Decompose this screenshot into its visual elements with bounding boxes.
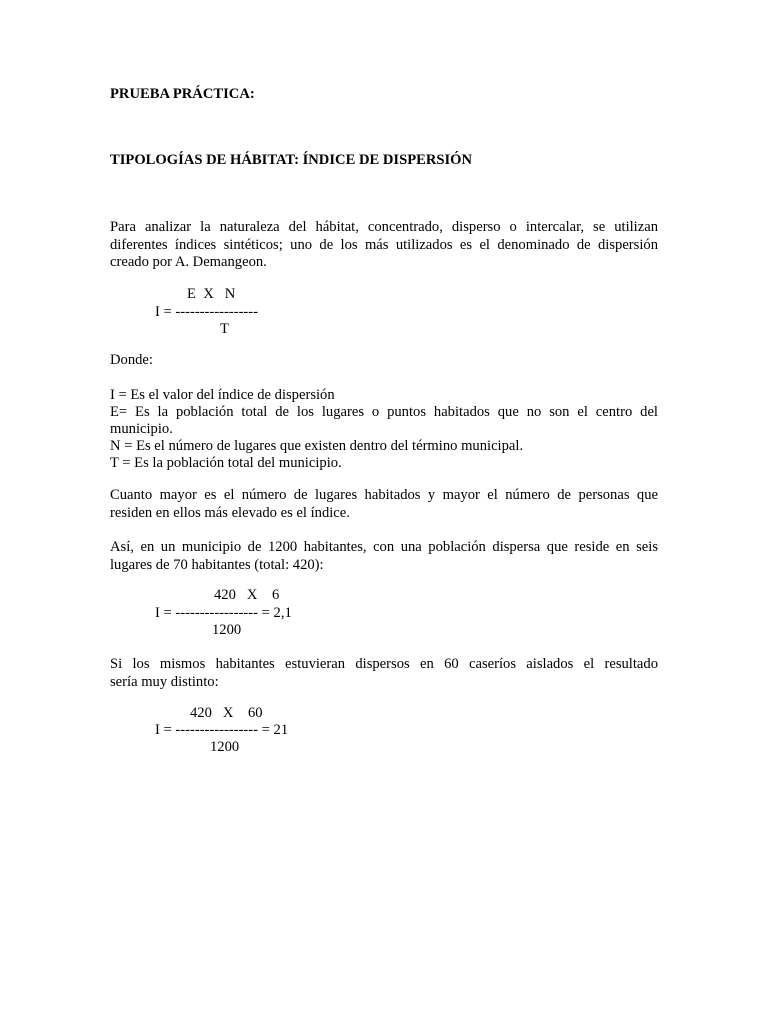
- definition-i: I = Es el valor del índice de dispersión: [110, 387, 335, 403]
- intro-paragraph: [110, 219, 658, 272]
- page-title: PRUEBA PRÁCTICA:: [110, 86, 255, 102]
- definition-t: T = Es la población total del municipio.: [110, 455, 342, 471]
- intro-line: creado por A. Demangeon.: [110, 254, 267, 270]
- definition-e: [110, 404, 658, 422]
- example-2-numerator: 420 X 60: [190, 705, 263, 721]
- formula-numerator: E X N: [187, 286, 236, 302]
- comparison-line: sería muy distinto:: [110, 673, 219, 690]
- intro-line: Para analizar la naturaleza del hábitat, concentrado, disperso o intercalar, se utilizan: [110, 219, 658, 235]
- section-heading: TIPOLOGÍAS DE HÁBITAT: ÍNDICE DE DISPERSIÓN: [110, 152, 473, 168]
- example-intro-line: lugares de 70 habitantes (total: 420):: [110, 556, 324, 573]
- donde-label: Donde:: [110, 352, 153, 368]
- example-1-numerator: 420 X 6: [214, 587, 280, 603]
- definition-e-continued: municipio.: [110, 421, 173, 437]
- example-2-denominator: 1200: [210, 739, 240, 755]
- formula-fraction-line: I = -----------------: [155, 304, 259, 320]
- example-intro-paragraph: [110, 539, 658, 574]
- definition-n: N = Es el número de lugares que existen dentro del término municipal.: [110, 438, 524, 454]
- example-1-denominator: 1200: [212, 622, 242, 638]
- explanation-line: Cuanto mayor es el número de lugares habitados y mayor el número de personas que: [110, 487, 658, 503]
- example-2-fraction-line: I = ----------------- = 21: [155, 722, 289, 738]
- example-intro-line: Así, en un municipio de 1200 habitantes, con una población dispersa que reside en seis: [110, 539, 658, 555]
- comparison-paragraph: [110, 656, 658, 691]
- intro-line: diferentes índices sintéticos; uno de los más utilizados es el denominado de dispersión: [110, 236, 658, 253]
- formula-denominator: T: [220, 321, 229, 337]
- comparison-line: Si los mismos habitantes estuvieran dispersos en 60 caseríos aislados el resultado: [110, 656, 658, 672]
- example-1-fraction-line: I = ----------------- = 2,1: [155, 605, 292, 621]
- explanation-paragraph: [110, 487, 658, 522]
- explanation-line: residen en ellos más elevado es el índice.: [110, 504, 350, 521]
- definition-e-line: E= Es la población total de los lugares o puntos habitados que no son el centro del: [110, 404, 658, 420]
